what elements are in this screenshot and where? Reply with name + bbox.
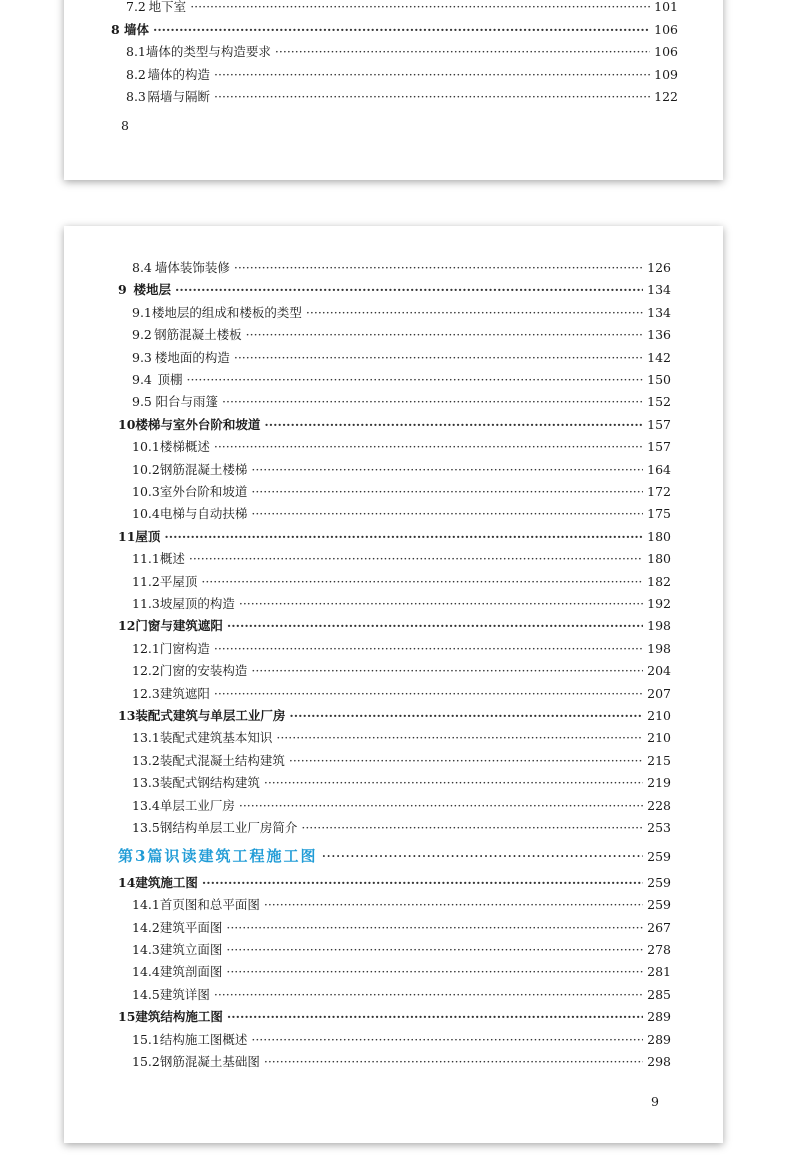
toc-section: [132, 304, 671, 322]
toc-number: 15.1: [132, 1031, 160, 1047]
toc-number: 14: [118, 874, 136, 890]
toc-title: 电梯与自动扶梯: [159, 506, 248, 522]
toc-page: 164: [647, 461, 671, 477]
toc-page: 122: [654, 89, 678, 105]
toc-title: 建筑结构施工图: [135, 1009, 223, 1025]
toc-number: 13: [118, 708, 136, 723]
toc-page: 259: [647, 874, 671, 890]
toc-leader: [251, 483, 643, 501]
toc-leader: [214, 88, 650, 106]
toc-title: 门窗的安装构造: [159, 663, 248, 679]
toc-section: [126, 43, 678, 61]
toc-number: 9: [118, 282, 127, 298]
toc-title: 隔墙与隔断: [147, 89, 211, 105]
toc-number: 13.3: [132, 775, 160, 791]
toc-page: 207: [647, 685, 671, 701]
toc-title: 装配式混凝土结构建筑: [159, 752, 285, 768]
toc-title: 建筑遮阳: [159, 685, 210, 701]
toc-title: 建筑平面图: [159, 919, 223, 935]
toc-chapter: [118, 707, 671, 725]
toc-leader: [226, 941, 643, 959]
toc-leader: [226, 963, 643, 981]
toc-page: 210: [647, 708, 671, 723]
toc-title: 室外台阶和坡道: [159, 484, 248, 499]
toc-leader: [214, 986, 643, 1004]
toc-page: 228: [647, 797, 671, 813]
toc-page-9: [64, 226, 723, 1143]
toc-section: [132, 797, 671, 815]
toc-number: 13.4: [132, 797, 160, 813]
toc-number: 12.2: [132, 663, 160, 679]
toc-leader: [246, 326, 643, 344]
toc-number: 8.2: [126, 66, 146, 82]
toc-leader: [214, 438, 643, 456]
toc-title: 门窗构造: [159, 640, 210, 656]
toc-title: 楼梯与室外台阶和坡道: [135, 416, 261, 432]
toc-section: [132, 505, 671, 523]
toc-page: 126: [647, 260, 671, 275]
toc-title: 门窗与建筑遮阳: [135, 618, 223, 634]
toc-section: [132, 371, 671, 389]
toc-leader: [239, 595, 643, 613]
toc-section: [132, 640, 671, 658]
toc-number: 10.1: [132, 439, 160, 455]
toc-leader: [226, 919, 643, 937]
toc-number: 9.5: [132, 394, 152, 410]
toc-leader: [214, 66, 650, 84]
toc-title: 墙体的构造: [147, 66, 211, 82]
toc-leader: [164, 528, 643, 546]
toc-page: 152: [647, 394, 671, 410]
toc-section: [132, 919, 671, 937]
toc-title: 建筑剖面图: [159, 964, 223, 980]
toc-leader: [301, 819, 643, 837]
toc-page: 180: [647, 528, 671, 544]
page-number: 9: [651, 1094, 659, 1109]
toc-number: 8.4: [132, 260, 152, 275]
toc-section: [132, 438, 671, 456]
toc-title: 装配式建筑与单层工业厂房: [135, 708, 286, 723]
toc-leader: [264, 1053, 643, 1071]
toc-number: 13.5: [132, 820, 160, 835]
toc-leader: [227, 617, 643, 635]
toc-leader: [175, 281, 643, 299]
toc-section: [132, 483, 671, 501]
toc-leader: [234, 349, 643, 367]
toc-number: 12: [118, 618, 136, 634]
toc-page: 136: [647, 327, 671, 343]
toc-title: 钢筋混凝土楼梯: [159, 461, 248, 477]
toc-section: [132, 752, 671, 770]
toc-leader: [202, 874, 643, 892]
toc-number: 11.2: [132, 573, 160, 589]
toc-leader: [251, 1031, 643, 1049]
toc-leader: [234, 259, 643, 277]
toc-section: [132, 326, 671, 344]
toc-page: 175: [647, 506, 671, 522]
toc-page-8: [64, 0, 723, 180]
toc-title: 装配式钢结构建筑: [159, 775, 260, 791]
toc-leader: [153, 21, 650, 39]
toc-section: [132, 896, 671, 914]
toc-title: 楼地层: [133, 282, 172, 298]
toc-leader: [251, 505, 643, 523]
toc-number: 10.3: [132, 484, 160, 499]
toc-page: 182: [647, 573, 671, 589]
toc-title: 楼梯概述: [159, 439, 210, 455]
toc-page: 285: [647, 986, 671, 1002]
toc-number: 9.1: [132, 304, 152, 320]
toc-number: 14.2: [132, 919, 160, 935]
toc-number: 14.3: [132, 942, 160, 957]
toc-title: 首页图和总平面图: [159, 897, 260, 913]
toc-chapter: [118, 1008, 671, 1026]
toc-section: [126, 66, 678, 84]
toc-section: [132, 941, 671, 959]
toc-leader: [264, 774, 643, 792]
toc-title: 墙体装饰装修: [154, 260, 230, 275]
toc-number: 11.1: [132, 551, 160, 567]
toc-number: 第3篇: [118, 847, 165, 866]
toc-leader: [264, 416, 643, 434]
toc-page: 267: [647, 919, 671, 935]
toc-page: 289: [647, 1031, 671, 1047]
toc-page: 142: [647, 349, 671, 365]
toc-leader: [321, 847, 643, 865]
toc-chapter: [118, 528, 671, 546]
toc-section: [132, 662, 671, 680]
toc-section: [132, 1053, 671, 1071]
toc-section: [132, 774, 671, 792]
toc-page: 109: [654, 66, 678, 82]
toc-section: [126, 88, 678, 106]
toc-title: 地下室: [148, 0, 187, 14]
toc-leader: [264, 896, 643, 914]
toc-number: 7.2: [126, 0, 146, 14]
toc-number: 14.5: [132, 986, 160, 1002]
toc-leader: [306, 304, 643, 322]
toc-title: 结构施工图概述: [159, 1031, 248, 1047]
toc-number: 13.1: [132, 730, 160, 746]
toc-page: 253: [647, 820, 671, 835]
toc-chapter: [118, 874, 671, 892]
toc-chapter: [118, 281, 671, 299]
toc-page: 298: [647, 1054, 671, 1069]
toc-page: 198: [647, 618, 671, 634]
toc-leader: [251, 461, 643, 479]
toc-page: 210: [647, 730, 671, 746]
toc-page: 134: [647, 304, 671, 320]
toc-title: 钢结构单层工业厂房简介: [159, 820, 298, 835]
toc-title: 楼地层的组成和楼板的类型: [151, 304, 302, 320]
toc-section: [132, 259, 671, 277]
toc-page: 215: [647, 752, 671, 768]
toc-number: 11: [118, 528, 136, 544]
toc-number: 11.3: [132, 596, 160, 611]
toc-leader: [276, 729, 643, 747]
toc-leader: [222, 393, 643, 411]
toc-title: 墙体: [123, 21, 149, 37]
toc-page: 101: [654, 0, 678, 14]
toc-section: [126, 0, 678, 16]
toc-page: 259: [647, 849, 671, 865]
toc-page: 278: [647, 942, 671, 957]
toc-section: [132, 963, 671, 981]
toc-leader: [201, 573, 643, 591]
toc-number: 12.1: [132, 640, 160, 656]
toc-leader: [289, 707, 643, 725]
toc-section: [132, 349, 671, 367]
toc-section: [132, 1031, 671, 1049]
toc-page: 180: [647, 551, 671, 567]
toc-number: 9.4: [132, 372, 152, 387]
toc-section: [132, 819, 671, 837]
toc-section: [132, 685, 671, 703]
toc-leader: [186, 371, 643, 389]
toc-page: 204: [647, 663, 671, 679]
toc-number: 10: [118, 416, 136, 432]
toc-title: 建筑施工图: [135, 874, 198, 890]
toc-title: 概述: [159, 551, 185, 567]
toc-leader: [275, 43, 650, 61]
toc-title: 楼地面的构造: [154, 349, 230, 365]
toc-title: 墙体的类型与构造要求: [145, 44, 271, 60]
toc-page: 134: [647, 282, 671, 298]
toc-title: 阳台与雨篷: [155, 394, 218, 410]
toc-number: 8.3: [126, 89, 146, 105]
toc-page: 106: [654, 44, 678, 60]
toc-title: 识读建筑工程施工图: [164, 847, 318, 866]
toc-leader: [214, 685, 643, 703]
toc-page: 281: [647, 964, 671, 980]
toc-number: 10.2: [132, 461, 160, 477]
toc-number: 9.3: [132, 349, 152, 365]
toc-number: 8: [111, 21, 120, 37]
toc-title: 平屋顶: [159, 573, 198, 589]
toc-leader: [214, 640, 643, 658]
toc-page: 259: [647, 897, 671, 913]
toc-page: 192: [647, 596, 671, 611]
toc-page: 106: [654, 21, 678, 37]
toc-section: [132, 986, 671, 1004]
toc-title: 坡屋顶的构造: [159, 596, 235, 611]
toc-number: 15.2: [132, 1054, 160, 1069]
toc-number: 9.2: [132, 327, 152, 343]
toc-section: [132, 550, 671, 568]
toc-section: [132, 595, 671, 613]
toc-number: 14.1: [132, 897, 160, 913]
toc-leader: [251, 662, 643, 680]
toc-title: 钢筋混凝土楼板: [154, 327, 242, 343]
toc-part: [118, 847, 671, 866]
toc-number: 14.4: [132, 964, 160, 980]
toc-leader: [239, 797, 643, 815]
toc-leader: [227, 1008, 643, 1026]
toc-number: 8.1: [126, 44, 146, 60]
page-number: 8: [121, 118, 129, 133]
toc-chapter: [111, 21, 678, 39]
toc-page: 157: [647, 439, 671, 455]
toc-page: 172: [647, 484, 671, 499]
toc-title: 单层工业厂房: [159, 797, 235, 813]
toc-title: 顶棚: [157, 372, 183, 387]
toc-title: 钢筋混凝土基础图: [159, 1054, 260, 1069]
toc-number: 15: [118, 1009, 136, 1025]
toc-title: 建筑详图: [159, 986, 210, 1002]
toc-number: 13.2: [132, 752, 160, 768]
toc-title: 屋顶: [135, 528, 161, 544]
toc-leader: [190, 0, 650, 16]
toc-page: 219: [647, 775, 671, 791]
toc-section: [132, 393, 671, 411]
toc-chapter: [118, 416, 671, 434]
toc-page: 157: [647, 416, 671, 432]
toc-chapter: [118, 617, 671, 635]
toc-page: 289: [647, 1009, 671, 1025]
toc-number: 10.4: [132, 506, 160, 522]
toc-leader: [189, 550, 643, 568]
toc-section: [132, 461, 671, 479]
toc-number: 12.3: [132, 685, 160, 701]
toc-page: 150: [647, 372, 671, 387]
toc-title: 装配式建筑基本知识: [159, 730, 273, 746]
toc-leader: [289, 752, 643, 770]
toc-section: [132, 573, 671, 591]
toc-section: [132, 729, 671, 747]
toc-title: 建筑立面图: [159, 942, 223, 957]
toc-page: 198: [647, 640, 671, 656]
